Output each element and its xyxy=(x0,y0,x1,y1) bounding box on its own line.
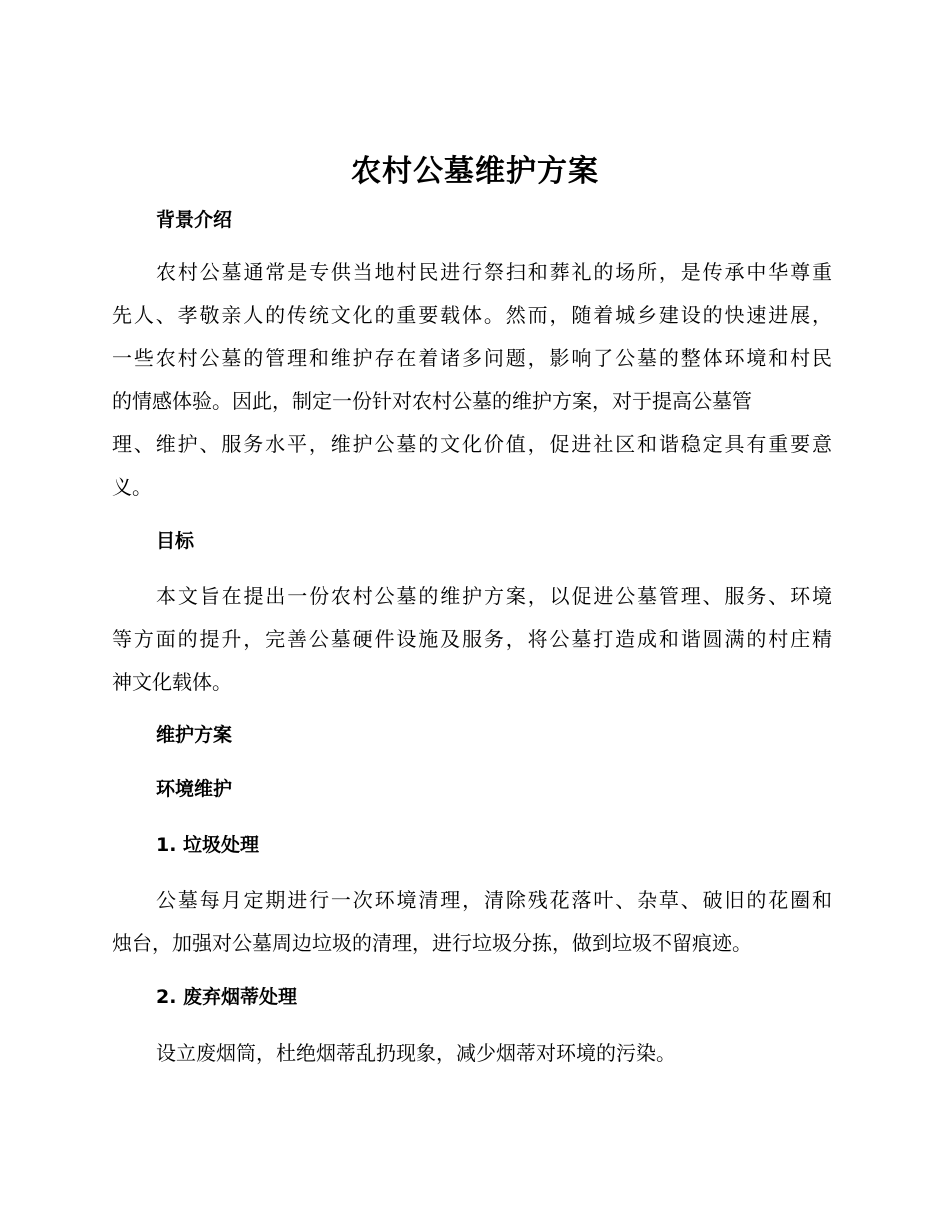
section-heading-goal: 目标 xyxy=(156,530,195,552)
paragraph-line: 义。 xyxy=(112,475,152,499)
paragraph-goal xyxy=(112,578,832,700)
section-heading-background: 背景介绍 xyxy=(156,209,233,231)
paragraph-line: 烛台，加强对公墓周边垃圾的清理，进行垃圾分拣，做到垃圾不留痕迹。 xyxy=(112,931,752,955)
subsection-heading-environment: 环境维护 xyxy=(156,778,233,800)
paragraph-background xyxy=(112,254,832,505)
section-heading-plan: 维护方案 xyxy=(156,724,233,746)
document-title: 农村公墓维护方案 xyxy=(351,154,599,189)
paragraph-line: 一些农村公墓的管理和维护存在着诸多问题，影响了公墓的整体环境和村民 xyxy=(112,346,832,370)
paragraph-line: 先人、孝敬亲人的传统文化的重要载体。然而，随着城乡建设的快速进展， xyxy=(112,303,832,327)
paragraph-line: 本文旨在提出一份农村公墓的维护方案，以促进公墓管理、服务、环境 xyxy=(156,584,832,608)
paragraph-line: 理、维护、服务水平，维护公墓的文化价值，促进社区和谐稳定具有重要意 xyxy=(112,432,832,456)
item-heading-cigarette: 2. 废弃烟蒂处理 xyxy=(156,986,298,1008)
paragraph-line: 等方面的提升，完善公墓硬件设施及服务，将公墓打造成和谐圆满的村庄精 xyxy=(112,627,832,651)
paragraph-cigarette xyxy=(112,1035,832,1071)
paragraph-line: 农村公墓通常是专供当地村民进行祭扫和葬礼的场所，是传承中华尊重 xyxy=(156,260,832,284)
paragraph-line: 设立废烟筒，杜绝烟蒂乱扔现象，减少烟蒂对环境的污染。 xyxy=(156,1041,676,1065)
paragraph-line: 的情感体验。因此，制定一份针对农村公墓的维护方案，对于提高公墓管 xyxy=(112,389,752,413)
paragraph-garbage xyxy=(112,882,832,961)
paragraph-line: 公墓每月定期进行一次环境清理，清除残花落叶、杂草、破旧的花圈和 xyxy=(156,888,832,912)
item-heading-garbage: 1. 垃圾处理 xyxy=(156,834,260,856)
paragraph-line: 神文化载体。 xyxy=(112,670,232,694)
